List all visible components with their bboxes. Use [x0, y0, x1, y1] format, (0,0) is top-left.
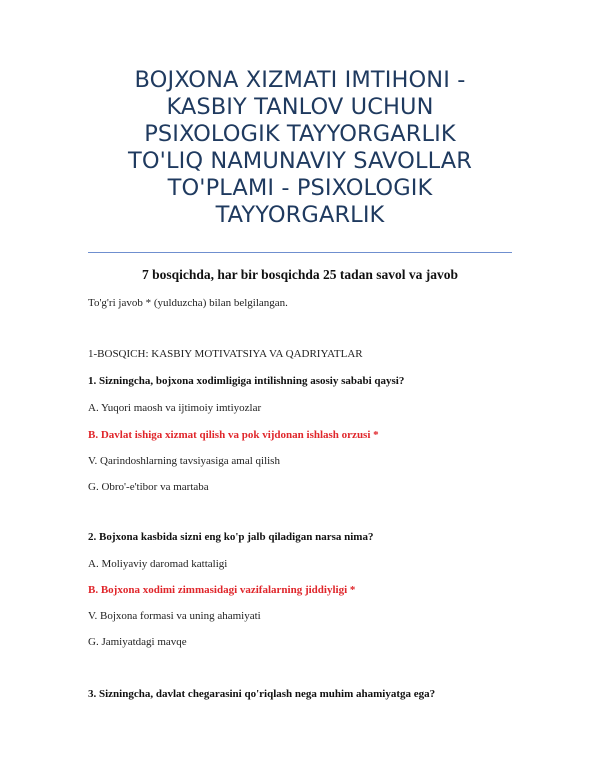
answer-option: V. Qarindoshlarning tavsiyasiga amal qilish — [88, 455, 280, 467]
document-subtitle: 7 bosqichda, har bir bosqichda 25 tadan savol va javob — [141, 267, 459, 282]
answer-option: A. Moliyaviy daromad kattaligi — [88, 558, 228, 570]
question-text: 1. Sizningcha, bojxona xodimligiga intilishning asosiy sababi qaysi? — [88, 375, 405, 387]
answer-option: V. Bojxona formasi va uning ahamiyati — [88, 610, 261, 622]
question-text: 2. Bojxona kasbida sizni eng ko'p jalb qiladigan narsa nima? — [88, 531, 374, 543]
title-line: TO'LIQ NAMUNAVIY SAVOLLAR — [128, 148, 472, 174]
title-line: TO'PLAMI - PSIXOLOGIK — [167, 175, 433, 201]
answer-option: G. Jamiyatdagi mavqe — [88, 636, 187, 648]
title-line: BOJXONA XIZMATI IMTIHONI - — [134, 67, 466, 93]
answer-option: G. Obro'-e'tibor va martaba — [88, 481, 209, 493]
title-divider — [88, 252, 512, 253]
document-title — [88, 67, 512, 229]
title-line: KASBIY TANLOV UCHUN — [166, 94, 434, 120]
answer-key-note: To'g'ri javob * (yulduzcha) bilan belgilangan. — [88, 297, 288, 309]
answer-option-correct: B. Bojxona xodimi zimmasidagi vazifalarning jiddiyligi * — [88, 584, 356, 596]
question-text: 3. Sizningcha, davlat chegarasini qo'riqlash nega muhim ahamiyatga ega? — [88, 688, 436, 700]
title-line: TAYYORGARLIK — [215, 202, 385, 228]
section-heading: 1-BOSQICH: KASBIY MOTIVATSIYA VA QADRIYATLAR — [88, 348, 363, 360]
answer-option: A. Yuqori maosh va ijtimoiy imtiyozlar — [88, 402, 262, 414]
title-line: PSIXOLOGIK TAYYORGARLIK — [144, 121, 456, 147]
answer-option-correct: B. Davlat ishiga xizmat qilish va pok vijdonan ishlash orzusi * — [88, 429, 379, 441]
